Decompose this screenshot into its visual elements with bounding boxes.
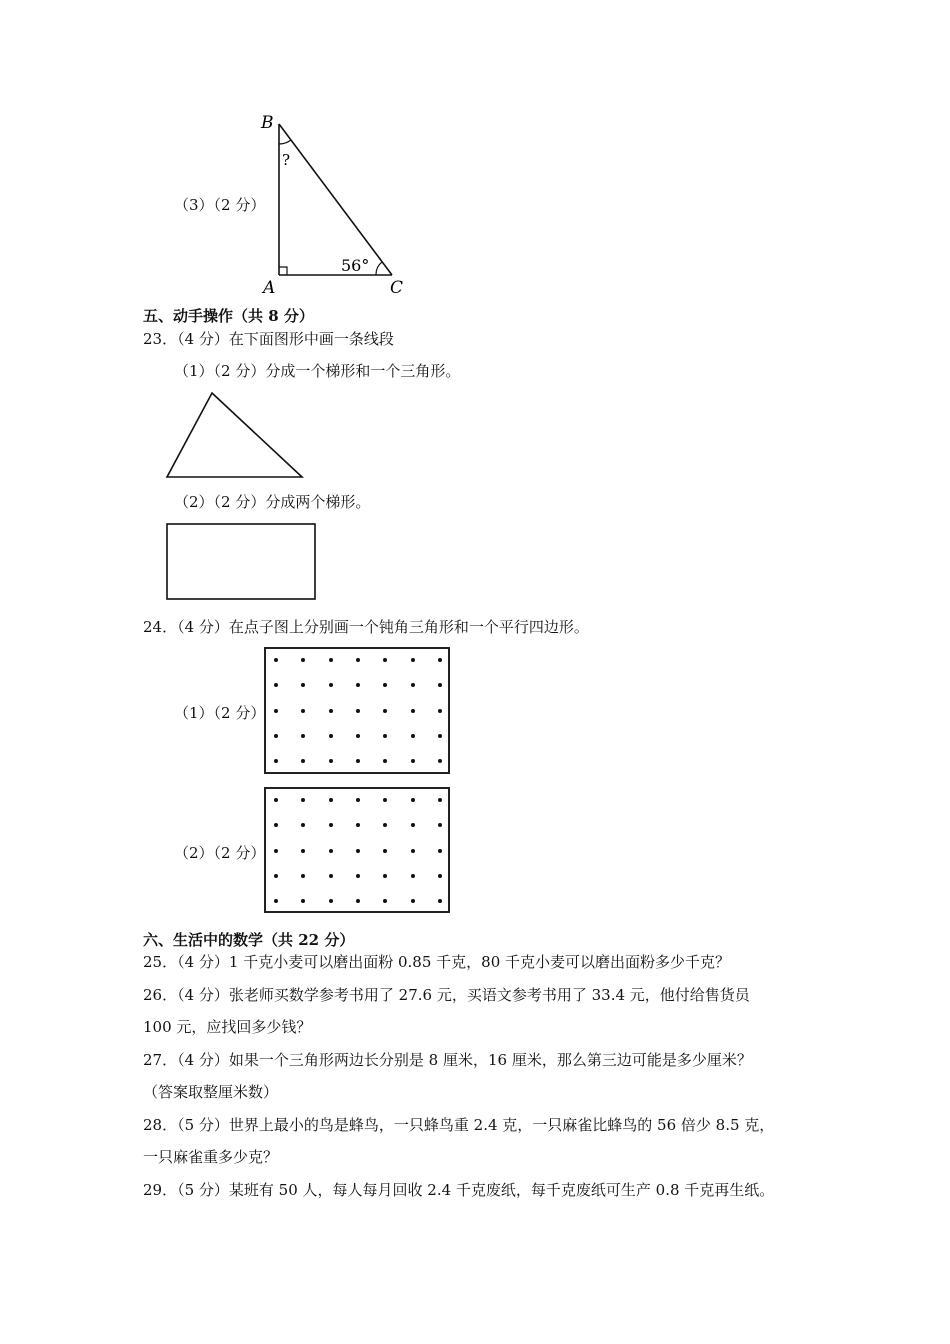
grid-dot <box>301 734 305 738</box>
grid-dot <box>438 759 442 763</box>
grid-dot <box>274 798 278 802</box>
q23-part2-label: （2）（2 分）分成两个梯形。 <box>174 493 371 511</box>
grid-dot <box>274 709 278 713</box>
grid-dot <box>356 759 360 763</box>
grid-dot <box>274 759 278 763</box>
grid-dot <box>329 899 333 903</box>
grid-dot <box>301 849 305 853</box>
grid-dot <box>329 734 333 738</box>
grid-dot <box>356 849 360 853</box>
grid-dot <box>411 658 415 662</box>
triangle-figure <box>162 388 312 483</box>
grid-dot <box>383 658 387 662</box>
q27-text-line1: 27．（4 分）如果一个三角形两边长分别是 8 厘米，16 厘米，那么第三边可能是多少厘米？ <box>143 1051 752 1069</box>
grid-dot <box>411 683 415 687</box>
grid-dot <box>274 734 278 738</box>
q24-text: 24．（4 分）在点子图上分别画一个钝角三角形和一个平行四边形。 <box>143 618 589 636</box>
grid-dot <box>383 759 387 763</box>
q23-part1-label: （1）（2 分）分成一个梯形和一个三角形。 <box>174 362 461 380</box>
right-triangle-figure <box>255 110 425 300</box>
q24-part2-label: （2）（2 分） <box>174 844 266 862</box>
grid-dot <box>438 823 442 827</box>
grid-dot <box>301 823 305 827</box>
grid-dot <box>383 734 387 738</box>
grid-dot <box>356 734 360 738</box>
vertex-c-label: C <box>390 278 404 298</box>
grid-dot <box>301 874 305 878</box>
grid-dot <box>411 823 415 827</box>
grid-dot <box>411 759 415 763</box>
grid-dot <box>356 874 360 878</box>
grid-dot <box>301 759 305 763</box>
grid-dot <box>438 798 442 802</box>
section5-title: 五、动手操作（共 8 分） <box>143 307 314 325</box>
grid-dot <box>356 823 360 827</box>
grid-dot <box>383 798 387 802</box>
grid-dot <box>356 798 360 802</box>
q26-text-line2: 100 元，应找回多少钱？ <box>143 1018 312 1036</box>
grid-dot <box>274 899 278 903</box>
grid-dot <box>329 709 333 713</box>
q23-text: 23．（4 分）在下面图形中画一条线段 <box>143 330 394 348</box>
grid-dot <box>438 874 442 878</box>
grid-dot <box>411 798 415 802</box>
vertex-a-label: A <box>263 278 276 298</box>
grid-dot <box>301 709 305 713</box>
dot-grid-1 <box>264 647 450 774</box>
grid-dot <box>329 874 333 878</box>
grid-dot <box>438 734 442 738</box>
grid-dot <box>356 709 360 713</box>
grid-dot <box>329 823 333 827</box>
grid-dot <box>301 798 305 802</box>
section6-title: 六、生活中的数学（共 22 分） <box>143 931 355 949</box>
grid-dot <box>274 823 278 827</box>
grid-dot <box>356 899 360 903</box>
q28-text-line2: 一只麻雀重多少克？ <box>143 1148 279 1166</box>
grid-dot <box>383 683 387 687</box>
q24-part1-label: （1）（2 分） <box>174 704 266 722</box>
dot-grid-2 <box>264 787 450 913</box>
rectangle-figure <box>164 521 319 603</box>
grid-dot <box>438 658 442 662</box>
grid-dot <box>411 874 415 878</box>
grid-dot <box>438 849 442 853</box>
angle-b-label: ? <box>282 151 291 169</box>
angle-c-label: 56° <box>341 256 370 275</box>
grid-dot <box>383 709 387 713</box>
grid-dot <box>383 899 387 903</box>
grid-dot <box>438 683 442 687</box>
q28-text-line1: 28．（5 分）世界上最小的鸟是蜂鸟，一只蜂鸟重 2.4 克，一只麻雀比蜂鸟的 56 倍少 8.5 克， <box>143 1116 775 1134</box>
grid-dot <box>411 899 415 903</box>
q29-text: 29．（5 分）某班有 50 人，每人每月回收 2.4 千克废纸，每千克废纸可生产 0.8 千克再生纸。 <box>143 1181 775 1199</box>
grid-dot <box>274 658 278 662</box>
grid-dot <box>329 759 333 763</box>
grid-dot <box>411 709 415 713</box>
grid-dot <box>274 849 278 853</box>
grid-dot <box>438 899 442 903</box>
grid-dot <box>411 849 415 853</box>
grid-dot <box>329 683 333 687</box>
grid-dot <box>411 734 415 738</box>
grid-dot <box>356 658 360 662</box>
grid-dot <box>356 683 360 687</box>
grid-dot <box>274 874 278 878</box>
grid-dot <box>438 709 442 713</box>
vertex-b-label: B <box>261 113 274 133</box>
grid-dot <box>301 683 305 687</box>
grid-dot <box>301 899 305 903</box>
q25-text: 25．（4 分）1 千克小麦可以磨出面粉 0.85 千克，80 千克小麦可以磨出面粉多少千克？ <box>143 953 731 971</box>
q27-text-line2: （答案取整厘米数） <box>143 1083 279 1101</box>
grid-dot <box>274 683 278 687</box>
grid-dot <box>329 658 333 662</box>
grid-dot <box>383 849 387 853</box>
grid-dot <box>329 798 333 802</box>
grid-dot <box>383 823 387 827</box>
grid-dot <box>301 658 305 662</box>
q22-part3-label: （3）（2 分） <box>174 196 266 214</box>
grid-dot <box>383 874 387 878</box>
grid-dot <box>329 849 333 853</box>
q26-text-line1: 26．（4 分）张老师买数学参考书用了 27.6 元，买语文参考书用了 33.4 元，他付给售货员 <box>143 986 750 1004</box>
